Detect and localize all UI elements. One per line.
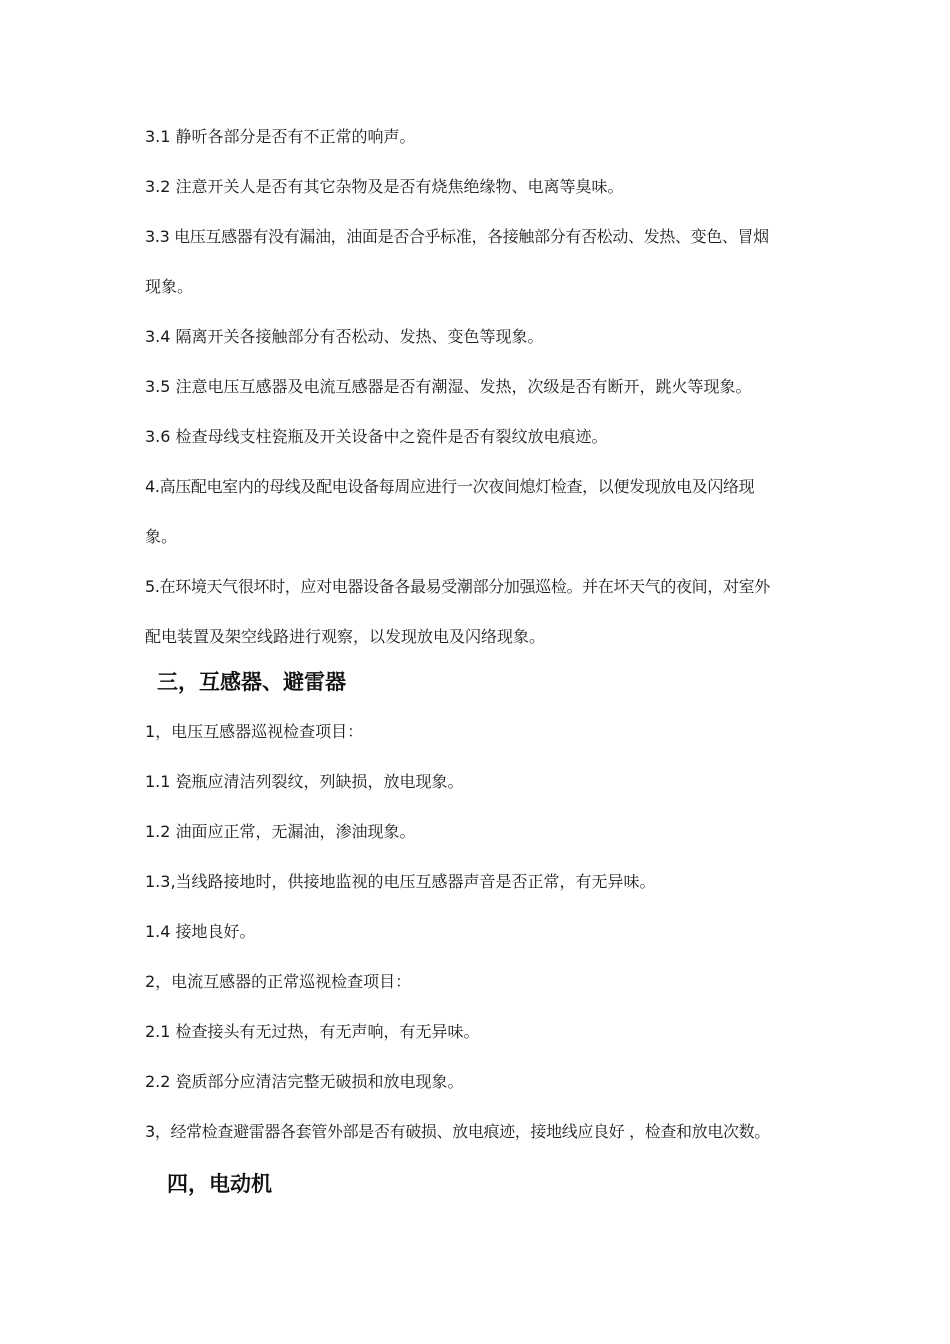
paragraph-5-cont: 配电装置及架空线路进行观察，以发现放电及闪络现象。: [145, 627, 546, 646]
item-2-2: 2.2 瓷质部分应清洁完整无破损和放电现象。: [145, 1072, 464, 1091]
document-body: [145, 124, 815, 1199]
paragraph-3-3: 3.3 电压互感器有没有漏油，油面是否合乎标准，各接触部分有否松动、发热、变色、冒烟: [145, 227, 769, 246]
section-heading-transformers-arresters: 三，互感器、避雷器: [157, 670, 346, 694]
paragraph-3-4: 3.4 隔离开关各接触部分有否松动、发热、变色等现象。: [145, 327, 544, 346]
item-2: 2，电流互感器的正常巡视检查项目：: [145, 972, 412, 991]
item-1: 1，电压互感器巡视检查项目：: [145, 722, 364, 741]
paragraph-3-6: 3.6 检查母线支柱瓷瓶及开关设备中之瓷件是否有裂纹放电痕迹。: [145, 427, 608, 446]
paragraph-3-3-cont: 现象。: [145, 277, 194, 296]
paragraph-3-1: 3.1 静听各部分是否有不正常的响声。: [145, 127, 416, 146]
paragraph-4: 4.高压配电室内的母线及配电设备每周应进行一次夜间熄灯检查，以便发现放电及闪络现: [145, 477, 755, 496]
item-3: 3，经常检查避雷器各套管外部是否有破损、放电痕迹，接地线应良好 ，检查和放电次数。: [145, 1122, 770, 1141]
paragraph-5: 5.在环境天气很坏时，应对电器设备各最易受潮部分加强巡检。并在坏天气的夜间，对室外: [145, 577, 770, 596]
item-1-3: 1.3,当线路接地时，供接地监视的电压互感器声音是否正常，有无异味。: [145, 872, 656, 891]
item-1-2: 1.2 油面应正常，无漏油，渗油现象。: [145, 822, 416, 841]
paragraph-4-cont: 象。: [145, 527, 178, 546]
item-1-1: 1.1 瓷瓶应清洁列裂纹，列缺损，放电现象。: [145, 772, 464, 791]
item-1-4: 1.4 接地良好。: [145, 922, 256, 941]
section-heading-motors: 四，电动机: [167, 1172, 272, 1196]
item-2-1: 2.1 检查接头有无过热，有无声响，有无异味。: [145, 1022, 480, 1041]
paragraph-3-2: 3.2 注意开关人是否有其它杂物及是否有烧焦绝缘物、电离等臭味。: [145, 177, 624, 196]
paragraph-3-5: 3.5 注意电压互感器及电流互感器是否有潮湿、发热，次级是否有断开，跳火等现象。: [145, 377, 752, 396]
